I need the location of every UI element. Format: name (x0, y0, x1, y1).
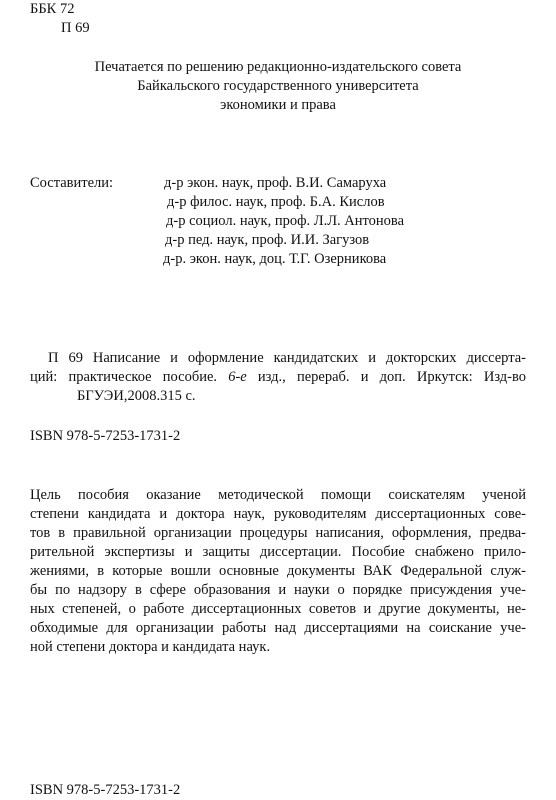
publication-note-line-1: Печатается по решению редакционно-издательского совета (94, 59, 462, 75)
contributor-name: д-р. экон. наук, доц. Т.Г. Озерникова (163, 251, 387, 267)
bbk-code: ББК 72 (30, 1, 75, 17)
contributor-name: д-р экон. наук, проф. В.И. Самаруха (164, 175, 387, 191)
contributor-name: д-р пед. наук, проф. И.И. Загузов (165, 232, 370, 248)
bibliographic-line-2 (30, 368, 526, 387)
abstract-line-7: ных степеней, о работе диссертационных советов и другие документы, не- (30, 601, 526, 617)
bibliographic-line-2-end: изд., перераб. и доп. Иркутск: Изд-во (246, 369, 526, 385)
bibliographic-line-2-start: ций: практическое пособие. (30, 369, 229, 385)
edition-number: 6-е (228, 369, 247, 385)
abstract-line-9: ной степени доктора и кандидата наук. (30, 639, 271, 655)
contributor-name: д-р социол. наук, проф. Л.Л. Антонова (166, 213, 405, 229)
publication-note-line-3: экономики и права (220, 97, 336, 113)
abstract-line-1: Цель пособия оказание методической помощи соискателям ученой (30, 487, 526, 503)
isbn-bottom: ISBN 978-5-7253-1731-2 (30, 782, 181, 798)
isbn-top: ISBN 978-5-7253-1731-2 (30, 428, 181, 444)
abstract-line-5: жениями, в которые вошли основные документы ВАК Федеральной служ- (30, 563, 526, 579)
abstract-line-3: тов в правильной организации процедуры написания, оформления, предва- (30, 525, 526, 541)
bibliographic-line-1: П 69 Написание и оформление кандидатских и докторских диссерта- (48, 350, 526, 366)
author-mark: П 69 (61, 20, 90, 36)
abstract-line-6: бы по надзору в сфере образования и науки о порядке присуждения уче- (30, 582, 526, 598)
contributor-name: д-р филос. наук, проф. Б.А. Кислов (167, 194, 385, 210)
publication-note-line-2: Байкальского государственного университета (137, 78, 419, 94)
abstract-line-8: обходимые для организации работы над диссертациями на соискание уче- (30, 620, 526, 636)
abstract-line-4: рительной экспертизы и защиты диссертации. Пособие снабжено прило- (30, 544, 526, 560)
bibliographic-line-3: БГУЭИ,2008.315 с. (77, 388, 196, 404)
contributors-label: Составители: (30, 175, 114, 191)
abstract-line-2: степени кандидата и доктора наук, руководителям диссертационных сове- (30, 506, 526, 522)
